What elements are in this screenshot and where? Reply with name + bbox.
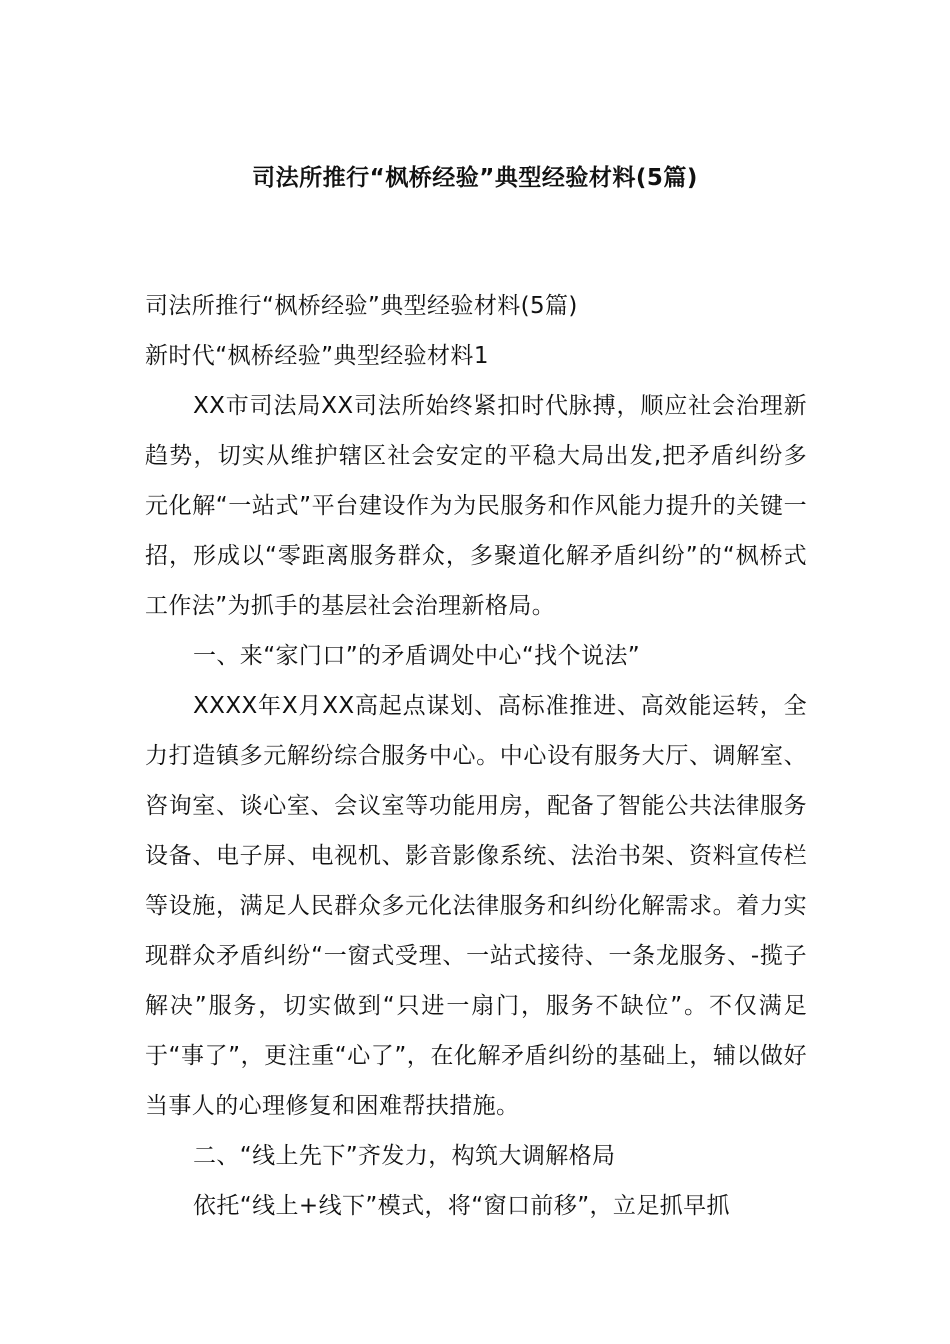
section-heading: 新时代“枫桥经验”典型经验材料1 (145, 343, 489, 369)
paragraph-center-description: XXXX年X月XX高起点谋划、高标准推进、高效能运转，全力打造镇多元解纷综合服务中心。中心设有服务大厅、调解室、咨询室、谈心室、会议室等功能用房，配备了智能公共法律服务设备、电子屏、电视机、影音影像系统、法治书架、资料宣传栏等设施，满足人民群众多元化法律服务和纠纷化解需求。着力实现群众矛盾纠纷“一窗式受理、一站式接待、一条龙服务、-揽子解决”服务，切实做到“只进一扇门，服务不缺位”。不仅满足于“事了”，更注重“心了”，在化解矛盾纠纷的基础上，辅以做好当事人的心理修复和困难帮扶措施。 (145, 693, 807, 1119)
paragraph-heading-two: 二、“线上先下”齐发力，构筑大调解格局 (193, 1143, 616, 1169)
paragraph-online-offline: 依托“线上+线下”模式，将“窗口前移”，立足抓早抓 (193, 1193, 730, 1219)
paragraph-intro: XX市司法局XX司法所始终紧扣时代脉搏，顺应社会治理新趋势，切实从维护辖区社会安定的平稳大局出发,把矛盾纠纷多元化解“一站式”平台建设作为为民服务和作风能力提升的关键一招，形成以“零距离服务群众，多聚道化解矛盾纠纷”的“枫桥式工作法”为抓手的基层社会治理新格局。 (145, 393, 807, 619)
paragraph-heading-one: 一、来“家门口”的矛盾调处中心“找个说法” (193, 643, 641, 669)
document-body (145, 281, 807, 1231)
document-title: 司法所推行“枫桥经验”典型经验材料(5篇) (252, 165, 698, 191)
subtitle-line: 司法所推行“枫桥经验”典型经验材料(5篇) (145, 293, 578, 319)
